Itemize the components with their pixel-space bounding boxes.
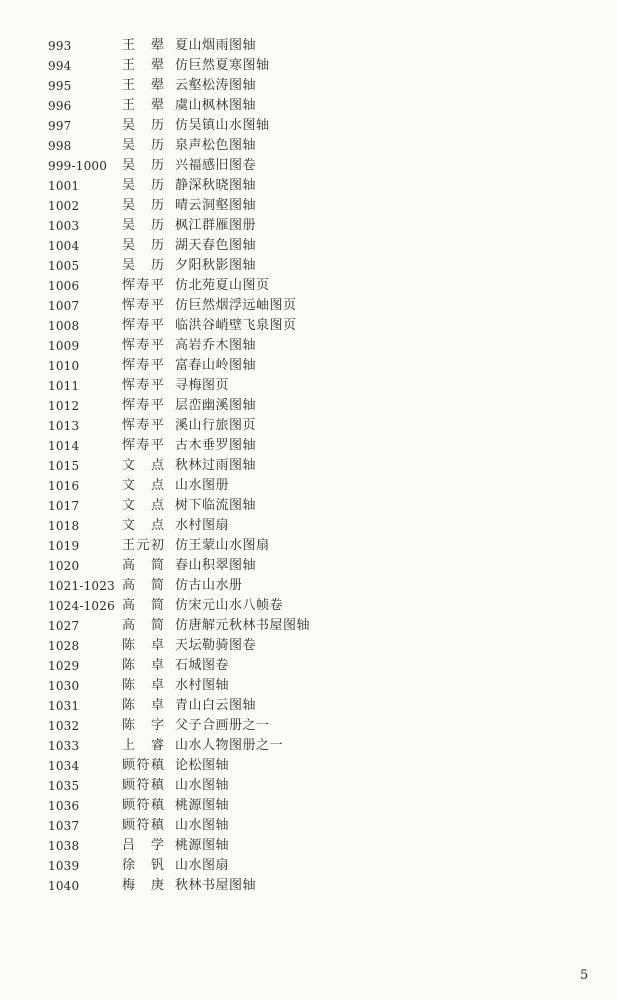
entry-number: 1036 bbox=[48, 799, 80, 813]
entry-title: 天坛勒骑图卷 bbox=[175, 638, 257, 653]
entry-number: 1040 bbox=[48, 879, 80, 893]
entry-title: 山水图扇 bbox=[175, 858, 230, 873]
entry-number: 994 bbox=[48, 59, 72, 73]
entry-artist: 恽寿平 bbox=[122, 398, 164, 413]
entry-number: 1017 bbox=[48, 499, 80, 513]
entry-number: 1001 bbox=[48, 179, 80, 193]
entry-title: 夕阳秋影图轴 bbox=[175, 258, 257, 273]
entry-title: 秋林书屋图轴 bbox=[175, 878, 257, 893]
entry-number: 1011 bbox=[48, 379, 80, 393]
entry-title: 高岩乔木图轴 bbox=[175, 338, 257, 353]
entry-title: 溪山行旅图页 bbox=[175, 418, 257, 433]
entry-title: 仿宋元山水八帧卷 bbox=[175, 598, 284, 613]
catalog-entry bbox=[0, 876, 617, 896]
entry-title: 夏山烟雨图轴 bbox=[175, 38, 257, 53]
entry-title: 桃源图轴 bbox=[175, 838, 230, 853]
entry-number: 1003 bbox=[48, 219, 80, 233]
entry-number: 1034 bbox=[48, 759, 80, 773]
entry-number: 998 bbox=[48, 139, 72, 153]
entry-title: 水村图扇 bbox=[175, 518, 230, 533]
catalog-entry bbox=[0, 576, 617, 596]
entry-number: 1031 bbox=[48, 699, 80, 713]
entry-artist: 文 点 bbox=[122, 498, 164, 513]
entry-title: 仿王蒙山水图扇 bbox=[175, 538, 270, 553]
catalog-entry bbox=[0, 336, 617, 356]
entry-artist: 顾符稹 bbox=[122, 798, 164, 813]
catalog-entry bbox=[0, 236, 617, 256]
entry-artist: 吴 历 bbox=[122, 258, 164, 273]
entry-title: 论松图轴 bbox=[175, 758, 230, 773]
entry-number: 997 bbox=[48, 119, 72, 133]
catalog-entry bbox=[0, 496, 617, 516]
catalog-entry bbox=[0, 556, 617, 576]
entry-title: 春山积翠图轴 bbox=[175, 558, 257, 573]
entry-artist: 陈 卓 bbox=[122, 698, 164, 713]
entry-artist: 高 简 bbox=[122, 558, 164, 573]
catalog-entry bbox=[0, 776, 617, 796]
entry-number: 1027 bbox=[48, 619, 80, 633]
catalog-entry bbox=[0, 636, 617, 656]
catalog-entry bbox=[0, 436, 617, 456]
catalog-entry bbox=[0, 256, 617, 276]
entry-number: 1010 bbox=[48, 359, 80, 373]
catalog-entry bbox=[0, 316, 617, 336]
entry-artist: 顾符稹 bbox=[122, 758, 164, 773]
entry-title: 树下临流图轴 bbox=[175, 498, 257, 513]
entry-artist: 文 点 bbox=[122, 478, 164, 493]
entry-number: 1005 bbox=[48, 259, 80, 273]
entry-title: 富春山岭图轴 bbox=[175, 358, 257, 373]
entry-artist: 王 翚 bbox=[122, 78, 164, 93]
catalog-entry bbox=[0, 856, 617, 876]
entry-artist: 高 简 bbox=[122, 598, 164, 613]
entry-title: 泉声松色图轴 bbox=[175, 138, 257, 153]
catalog-entry bbox=[0, 476, 617, 496]
entry-number: 1008 bbox=[48, 319, 80, 333]
entry-title: 水村图轴 bbox=[175, 678, 230, 693]
entry-number: 1028 bbox=[48, 639, 80, 653]
entry-title: 仿巨然烟浮远岫图页 bbox=[175, 298, 297, 313]
catalog-entry bbox=[0, 196, 617, 216]
catalog-entry bbox=[0, 76, 617, 96]
entry-number: 1004 bbox=[48, 239, 80, 253]
entry-artist: 梅 庚 bbox=[122, 878, 164, 893]
entry-title: 晴云洞壑图轴 bbox=[175, 198, 257, 213]
catalog-entry bbox=[0, 736, 617, 756]
catalog-entry bbox=[0, 516, 617, 536]
catalog-entry bbox=[0, 616, 617, 636]
entry-title: 山水图轴 bbox=[175, 818, 230, 833]
catalog-entry bbox=[0, 96, 617, 116]
entry-title: 青山白云图轴 bbox=[175, 698, 257, 713]
entry-title: 仿北苑夏山图页 bbox=[175, 278, 270, 293]
entry-number: 1037 bbox=[48, 819, 80, 833]
entry-artist: 吴 历 bbox=[122, 178, 164, 193]
entry-title: 临洪谷峭壁飞泉图页 bbox=[175, 318, 297, 333]
catalog-entry bbox=[0, 596, 617, 616]
catalog-entry bbox=[0, 36, 617, 56]
entry-title: 仿巨然夏寒图轴 bbox=[175, 58, 270, 73]
entry-title: 石城图卷 bbox=[175, 658, 230, 673]
entry-artist: 王元初 bbox=[122, 538, 164, 553]
entry-title: 虞山枫林图轴 bbox=[175, 98, 257, 113]
entry-artist: 文 点 bbox=[122, 518, 164, 533]
entry-number: 1020 bbox=[48, 559, 80, 573]
catalog-list bbox=[0, 36, 617, 896]
entry-title: 父子合画册之一 bbox=[175, 718, 270, 733]
entry-number: 1014 bbox=[48, 439, 80, 453]
entry-title: 层峦幽溪图轴 bbox=[175, 398, 257, 413]
entry-number: 1007 bbox=[48, 299, 80, 313]
catalog-entry bbox=[0, 656, 617, 676]
catalog-entry bbox=[0, 396, 617, 416]
entry-number: 1024-1026 bbox=[48, 599, 115, 613]
entry-artist: 恽寿平 bbox=[122, 278, 164, 293]
entry-artist: 高 简 bbox=[122, 618, 164, 633]
entry-number: 1013 bbox=[48, 419, 80, 433]
catalog-entry bbox=[0, 816, 617, 836]
catalog-entry bbox=[0, 176, 617, 196]
catalog-entry bbox=[0, 716, 617, 736]
entry-artist: 王 翚 bbox=[122, 38, 164, 53]
entry-title: 山水图册 bbox=[175, 478, 230, 493]
entry-title: 桃源图轴 bbox=[175, 798, 230, 813]
entry-number: 1038 bbox=[48, 839, 80, 853]
entry-artist: 吴 历 bbox=[122, 118, 164, 133]
catalog-entry bbox=[0, 756, 617, 776]
entry-title: 枫江群雁图册 bbox=[175, 218, 257, 233]
catalog-entry bbox=[0, 796, 617, 816]
entry-artist: 陈 卓 bbox=[122, 678, 164, 693]
entry-number: 1018 bbox=[48, 519, 80, 533]
entry-artist: 恽寿平 bbox=[122, 378, 164, 393]
entry-artist: 陈 卓 bbox=[122, 658, 164, 673]
entry-number: 1021-1023 bbox=[48, 579, 115, 593]
entry-title: 湖天春色图轴 bbox=[175, 238, 257, 253]
entry-title: 山水图轴 bbox=[175, 778, 230, 793]
catalog-entry bbox=[0, 456, 617, 476]
catalog-entry bbox=[0, 116, 617, 136]
entry-title: 静深秋晓图轴 bbox=[175, 178, 257, 193]
entry-artist: 恽寿平 bbox=[122, 438, 164, 453]
catalog-entry bbox=[0, 276, 617, 296]
catalog-entry bbox=[0, 156, 617, 176]
entry-title: 寻梅图页 bbox=[175, 378, 230, 393]
entry-artist: 吕 学 bbox=[122, 838, 164, 853]
entry-artist: 王 翚 bbox=[122, 58, 164, 73]
entry-number: 1012 bbox=[48, 399, 80, 413]
catalog-entry bbox=[0, 356, 617, 376]
entry-title: 仿吴镇山水图轴 bbox=[175, 118, 270, 133]
entry-number: 1035 bbox=[48, 779, 80, 793]
entry-artist: 上 睿 bbox=[122, 738, 164, 753]
entry-number: 1015 bbox=[48, 459, 80, 473]
catalog-entry bbox=[0, 696, 617, 716]
entry-artist: 王 翚 bbox=[122, 98, 164, 113]
entry-title: 仿古山水册 bbox=[175, 578, 243, 593]
entry-number: 1030 bbox=[48, 679, 80, 693]
entry-number: 1002 bbox=[48, 199, 80, 213]
entry-number: 1039 bbox=[48, 859, 80, 873]
page-number: 5 bbox=[580, 968, 589, 983]
entry-artist: 恽寿平 bbox=[122, 418, 164, 433]
entry-artist: 文 点 bbox=[122, 458, 164, 473]
entry-number: 999-1000 bbox=[48, 159, 108, 173]
entry-number: 1033 bbox=[48, 739, 80, 753]
entry-title: 仿唐解元秋林书屋图轴 bbox=[175, 618, 311, 633]
entry-artist: 吴 历 bbox=[122, 238, 164, 253]
entry-number: 995 bbox=[48, 79, 72, 93]
entry-artist: 恽寿平 bbox=[122, 338, 164, 353]
entry-artist: 陈 字 bbox=[122, 718, 164, 733]
entry-artist: 吴 历 bbox=[122, 218, 164, 233]
entry-artist: 陈 卓 bbox=[122, 638, 164, 653]
catalog-entry bbox=[0, 296, 617, 316]
entry-number: 1032 bbox=[48, 719, 80, 733]
catalog-entry bbox=[0, 536, 617, 556]
entry-number: 1019 bbox=[48, 539, 80, 553]
catalog-entry bbox=[0, 216, 617, 236]
entry-number: 1029 bbox=[48, 659, 80, 673]
entry-title: 古木垂罗图轴 bbox=[175, 438, 257, 453]
entry-number: 1016 bbox=[48, 479, 80, 493]
entry-artist: 高 简 bbox=[122, 578, 164, 593]
entry-number: 996 bbox=[48, 99, 72, 113]
catalog-entry bbox=[0, 136, 617, 156]
catalog-entry bbox=[0, 56, 617, 76]
entry-artist: 吴 历 bbox=[122, 198, 164, 213]
entry-number: 1006 bbox=[48, 279, 80, 293]
entry-artist: 恽寿平 bbox=[122, 298, 164, 313]
entry-title: 云壑松涛图轴 bbox=[175, 78, 257, 93]
entry-title: 秋林过雨图轴 bbox=[175, 458, 257, 473]
entry-number: 1009 bbox=[48, 339, 80, 353]
entry-number: 993 bbox=[48, 39, 72, 53]
catalog-entry bbox=[0, 376, 617, 396]
entry-artist: 顾符稹 bbox=[122, 818, 164, 833]
entry-artist: 吴 历 bbox=[122, 138, 164, 153]
entry-artist: 吴 历 bbox=[122, 158, 164, 173]
entry-artist: 徐 钒 bbox=[122, 858, 164, 873]
catalog-entry bbox=[0, 836, 617, 856]
catalog-entry bbox=[0, 416, 617, 436]
catalog-entry bbox=[0, 676, 617, 696]
entry-artist: 恽寿平 bbox=[122, 358, 164, 373]
entry-title: 兴福感旧图卷 bbox=[175, 158, 257, 173]
entry-title: 山水人物图册之一 bbox=[175, 738, 284, 753]
entry-artist: 顾符稹 bbox=[122, 778, 164, 793]
entry-artist: 恽寿平 bbox=[122, 318, 164, 333]
